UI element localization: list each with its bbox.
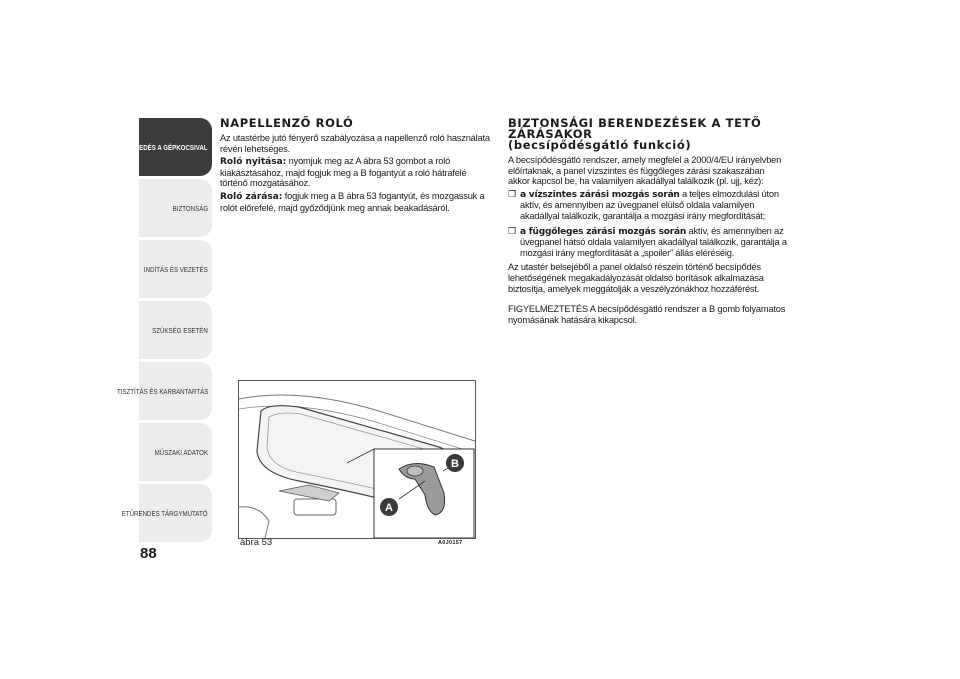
open-label: Roló nyitása:: [220, 157, 287, 168]
close-text: fogjuk meg a B ábra 53 fogantyút, és mozgassuk a rolót előrefelé, majd győződjünk meg annak beakadásáról.: [220, 190, 485, 213]
tab-label: ETŰRENDES TÁRGYMUTATÓ: [122, 508, 208, 518]
sunblind-illustration: [239, 381, 475, 538]
figure-caption: ábra 53: [240, 537, 273, 548]
side-protection-paragraph: Az utastér belsejéből a panel oldalsó részein történő becsípődés lehetőségének megakadályozását oldalsó borítások alkalmazása biztosítja, amelyek meggátolják a veszélyzónákhoz hozzáférést.: [508, 262, 764, 294]
bullet-vertical: [508, 226, 788, 259]
tab-muszaki[interactable]: [139, 423, 212, 481]
open-text: nyomjuk meg az A ábra 53 gombot a roló kiakasztásához, majd fogjuk meg a B fogantyút a roló hátrafelé történő mozgatásához.: [220, 156, 467, 189]
section-heading-line1: BIZTONSÁGI BERENDEZÉSEK A TETŐ: [508, 116, 762, 130]
open-instruction: [220, 156, 492, 189]
intro-paragraph: A becsípődésgátló rendszer, amely megfelel a 2000/4/EU irányelvben előírtaknak, a panel vízszintes és függőleges zárási szakaszában akkor kapcsol be, ha valamilyen akadállyal találkozik (pl. ujj, kéz):: [508, 155, 782, 187]
section-subheading: (becsípődésgátló funkció): [508, 138, 692, 152]
warning-paragraph: FIGYELMEZTETÉS A becsípődésgátló rendszer a B gomb folyamatos nyomásának hatására kikapcsol.: [508, 304, 786, 325]
tab-tisztitas[interactable]: [116, 362, 212, 420]
close-label: Roló zárása:: [220, 191, 283, 202]
bullet-text: a teljes elmozdulási úton aktív, és amennyiben az üvegpanel elülső oldala valamilyen akadállyal találkozik, garantálja a mozgási irány megfordítását;: [520, 188, 779, 221]
tab-biztonsag[interactable]: [139, 179, 212, 237]
bullet-label: a függőleges zárási mozgás során: [520, 226, 687, 237]
callout-a-label: A: [385, 502, 393, 514]
tab-label: SZÜKSÉG ESETÉN: [152, 325, 208, 335]
left-column: [220, 118, 492, 215]
bullet-mark: ❒: [508, 188, 516, 199]
bullet-text: aktív, és amennyiben az üvegpanel hátsó oldala valamilyen akadállyal találkozik, garantálja a mozgási irány megfordítását a „spoiler” állás eléréséig.: [520, 225, 787, 258]
section-heading-line2: ZÁRÁSAKOR: [508, 127, 593, 141]
tab-szukseg[interactable]: [139, 301, 212, 359]
tab-label: MŰSZAKI ADATOK: [154, 447, 208, 457]
tab-label: INDÍTÁS ÉS VEZETÉS: [143, 264, 208, 274]
chapter-tabs: [115, 118, 212, 545]
tab-inditas[interactable]: [139, 240, 212, 298]
right-column: [508, 118, 788, 327]
page-number: 88: [140, 545, 157, 562]
tab-label: ISMERKEDÉS A GÉPKOCSIVAL: [115, 142, 208, 152]
figure-code: A0J0157: [438, 540, 463, 546]
bullet-mark: ❒: [508, 225, 516, 236]
callout-b-label: B: [451, 458, 459, 470]
bullet-label: a vízszintes zárási mozgás során: [520, 189, 680, 200]
tab-ismerkedes[interactable]: [115, 118, 212, 176]
tab-label: BIZTONSÁG: [172, 203, 208, 213]
tab-targymutato[interactable]: [122, 484, 212, 542]
figure-53: [238, 380, 476, 539]
intro-paragraph: Az utastérbe jutó fényerő szabályozása a napellenző roló használata révén lehetséges.: [220, 133, 490, 154]
close-instruction: [220, 191, 492, 213]
tab-label: TISZTÍTÁS ÉS KARBANTARTÁS: [116, 386, 208, 396]
section-heading: NAPELLENZŐ ROLÓ: [220, 116, 354, 130]
bullet-horizontal: [508, 189, 788, 222]
